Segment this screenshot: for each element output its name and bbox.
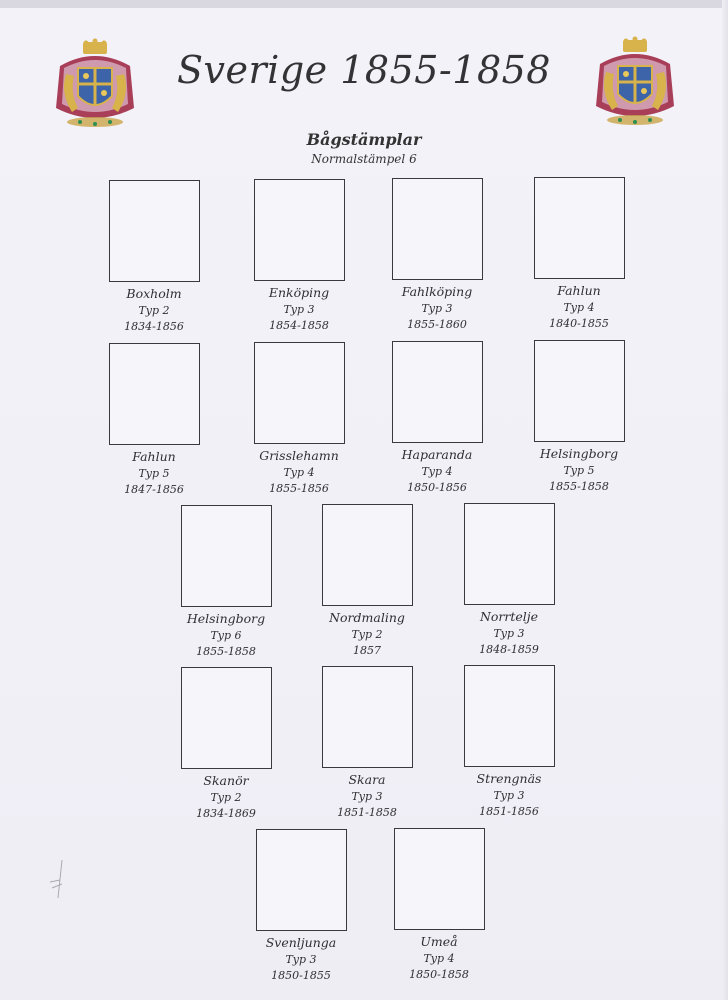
stamp-years-label: 1857 (353, 644, 381, 657)
stamp-slot (369, 828, 509, 981)
page-heading: Bågstämplar (306, 130, 422, 149)
stamp-town-label: Fahlun (132, 449, 176, 464)
coat-of-arms-icon (50, 38, 140, 138)
stamp-type-label: Typ 4 (283, 466, 315, 479)
stamp-mount-box[interactable] (181, 505, 272, 607)
stamp-town-label: Strengnäs (476, 771, 542, 786)
stamp-type-label: Typ 4 (421, 465, 453, 478)
stamp-type-label: Typ 5 (563, 464, 595, 477)
stamp-type-label: Typ 5 (138, 467, 170, 480)
stamp-slot (509, 177, 649, 330)
stamp-years-label: 1854-1858 (269, 319, 329, 332)
stamp-years-label: 1848-1859 (479, 643, 539, 656)
stamp-slot (509, 340, 649, 493)
stamp-slot (297, 666, 437, 819)
stamp-slot (156, 667, 296, 820)
stamp-town-label: Helsingborg (186, 611, 266, 626)
stamp-town-label: Skara (348, 772, 386, 787)
stamp-years-label: 1850-1855 (271, 969, 331, 982)
scan-top-edge (0, 0, 728, 8)
stamp-slot (84, 180, 224, 333)
stamp-years-label: 1850-1856 (407, 481, 467, 494)
stamp-years-label: 1855-1858 (196, 645, 256, 658)
stamp-years-label: 1840-1855 (549, 317, 609, 330)
stamp-years-label: 1851-1858 (337, 806, 397, 819)
stamp-mount-box[interactable] (256, 829, 347, 931)
stamp-slot (229, 342, 369, 495)
page-title: Sverige 1855-1858 (177, 48, 551, 92)
page-subheading: Normalstämpel 6 (311, 152, 417, 166)
stamp-town-label: Umeå (420, 934, 458, 949)
stamp-type-label: Typ 3 (351, 790, 383, 803)
stamp-type-label: Typ 6 (210, 629, 242, 642)
stamp-town-label: Svenljunga (265, 935, 337, 950)
stamp-type-label: Typ 3 (285, 953, 317, 966)
stamp-type-label: Typ 2 (210, 791, 242, 804)
stamp-type-label: Typ 4 (423, 952, 455, 965)
stamp-type-label: Typ 2 (138, 304, 170, 317)
stamp-mount-box[interactable] (464, 665, 555, 767)
stamp-mount-box[interactable] (392, 341, 483, 443)
stamp-town-label: Haparanda (401, 447, 473, 462)
stamp-slot (367, 341, 507, 494)
stamp-slot (84, 343, 224, 496)
stamp-mount-box[interactable] (464, 503, 555, 605)
stamp-years-label: 1834-1856 (124, 320, 184, 333)
stamp-town-label: Boxholm (126, 286, 182, 301)
stamp-years-label: 1834-1869 (196, 807, 256, 820)
stamp-years-label: 1855-1858 (549, 480, 609, 493)
stamp-type-label: Typ 2 (351, 628, 383, 641)
stamp-slot (231, 829, 371, 982)
stamp-mount-box[interactable] (534, 177, 625, 279)
stamp-town-label: Norrtelje (479, 609, 539, 624)
stamp-mount-box[interactable] (534, 340, 625, 442)
stamp-years-label: 1855-1860 (407, 318, 467, 331)
stamp-town-label: Nordmaling (329, 610, 405, 625)
stamp-mount-box[interactable] (254, 179, 345, 281)
stamp-mount-box[interactable] (109, 180, 200, 282)
stamp-town-label: Fahlköping (401, 284, 473, 299)
stamp-slot (439, 503, 579, 656)
stamp-type-label: Typ 3 (421, 302, 453, 315)
stamp-mount-box[interactable] (322, 504, 413, 606)
stamp-years-label: 1850-1858 (409, 968, 469, 981)
stamp-town-label: Grisslehamn (259, 448, 339, 463)
stamp-town-label: Fahlun (557, 283, 601, 298)
stamp-years-label: 1847-1856 (124, 483, 184, 496)
stamp-town-label: Helsingborg (539, 446, 619, 461)
stamp-years-label: 1855-1856 (269, 482, 329, 495)
stamp-slot (229, 179, 369, 332)
stamp-slot (439, 665, 579, 818)
stamp-type-label: Typ 3 (493, 627, 525, 640)
stamp-mount-box[interactable] (394, 828, 485, 930)
stamp-mount-box[interactable] (322, 666, 413, 768)
stamp-type-label: Typ 3 (283, 303, 315, 316)
stamp-slot (297, 504, 437, 657)
stamp-town-label: Skanör (203, 773, 249, 788)
stamp-mount-box[interactable] (254, 342, 345, 444)
stamp-slot (367, 178, 507, 331)
stamp-mount-box[interactable] (392, 178, 483, 280)
stamp-type-label: Typ 3 (493, 789, 525, 802)
scan-right-edge (722, 0, 728, 1000)
stamp-type-label: Typ 4 (563, 301, 595, 314)
stamp-town-label: Enköping (268, 285, 330, 300)
coat-of-arms-icon (590, 36, 680, 136)
stamp-mount-box[interactable] (181, 667, 272, 769)
stamp-mount-box[interactable] (109, 343, 200, 445)
stamp-slot (156, 505, 296, 658)
stamp-years-label: 1851-1856 (479, 805, 539, 818)
pencil-mark-icon (46, 858, 70, 902)
